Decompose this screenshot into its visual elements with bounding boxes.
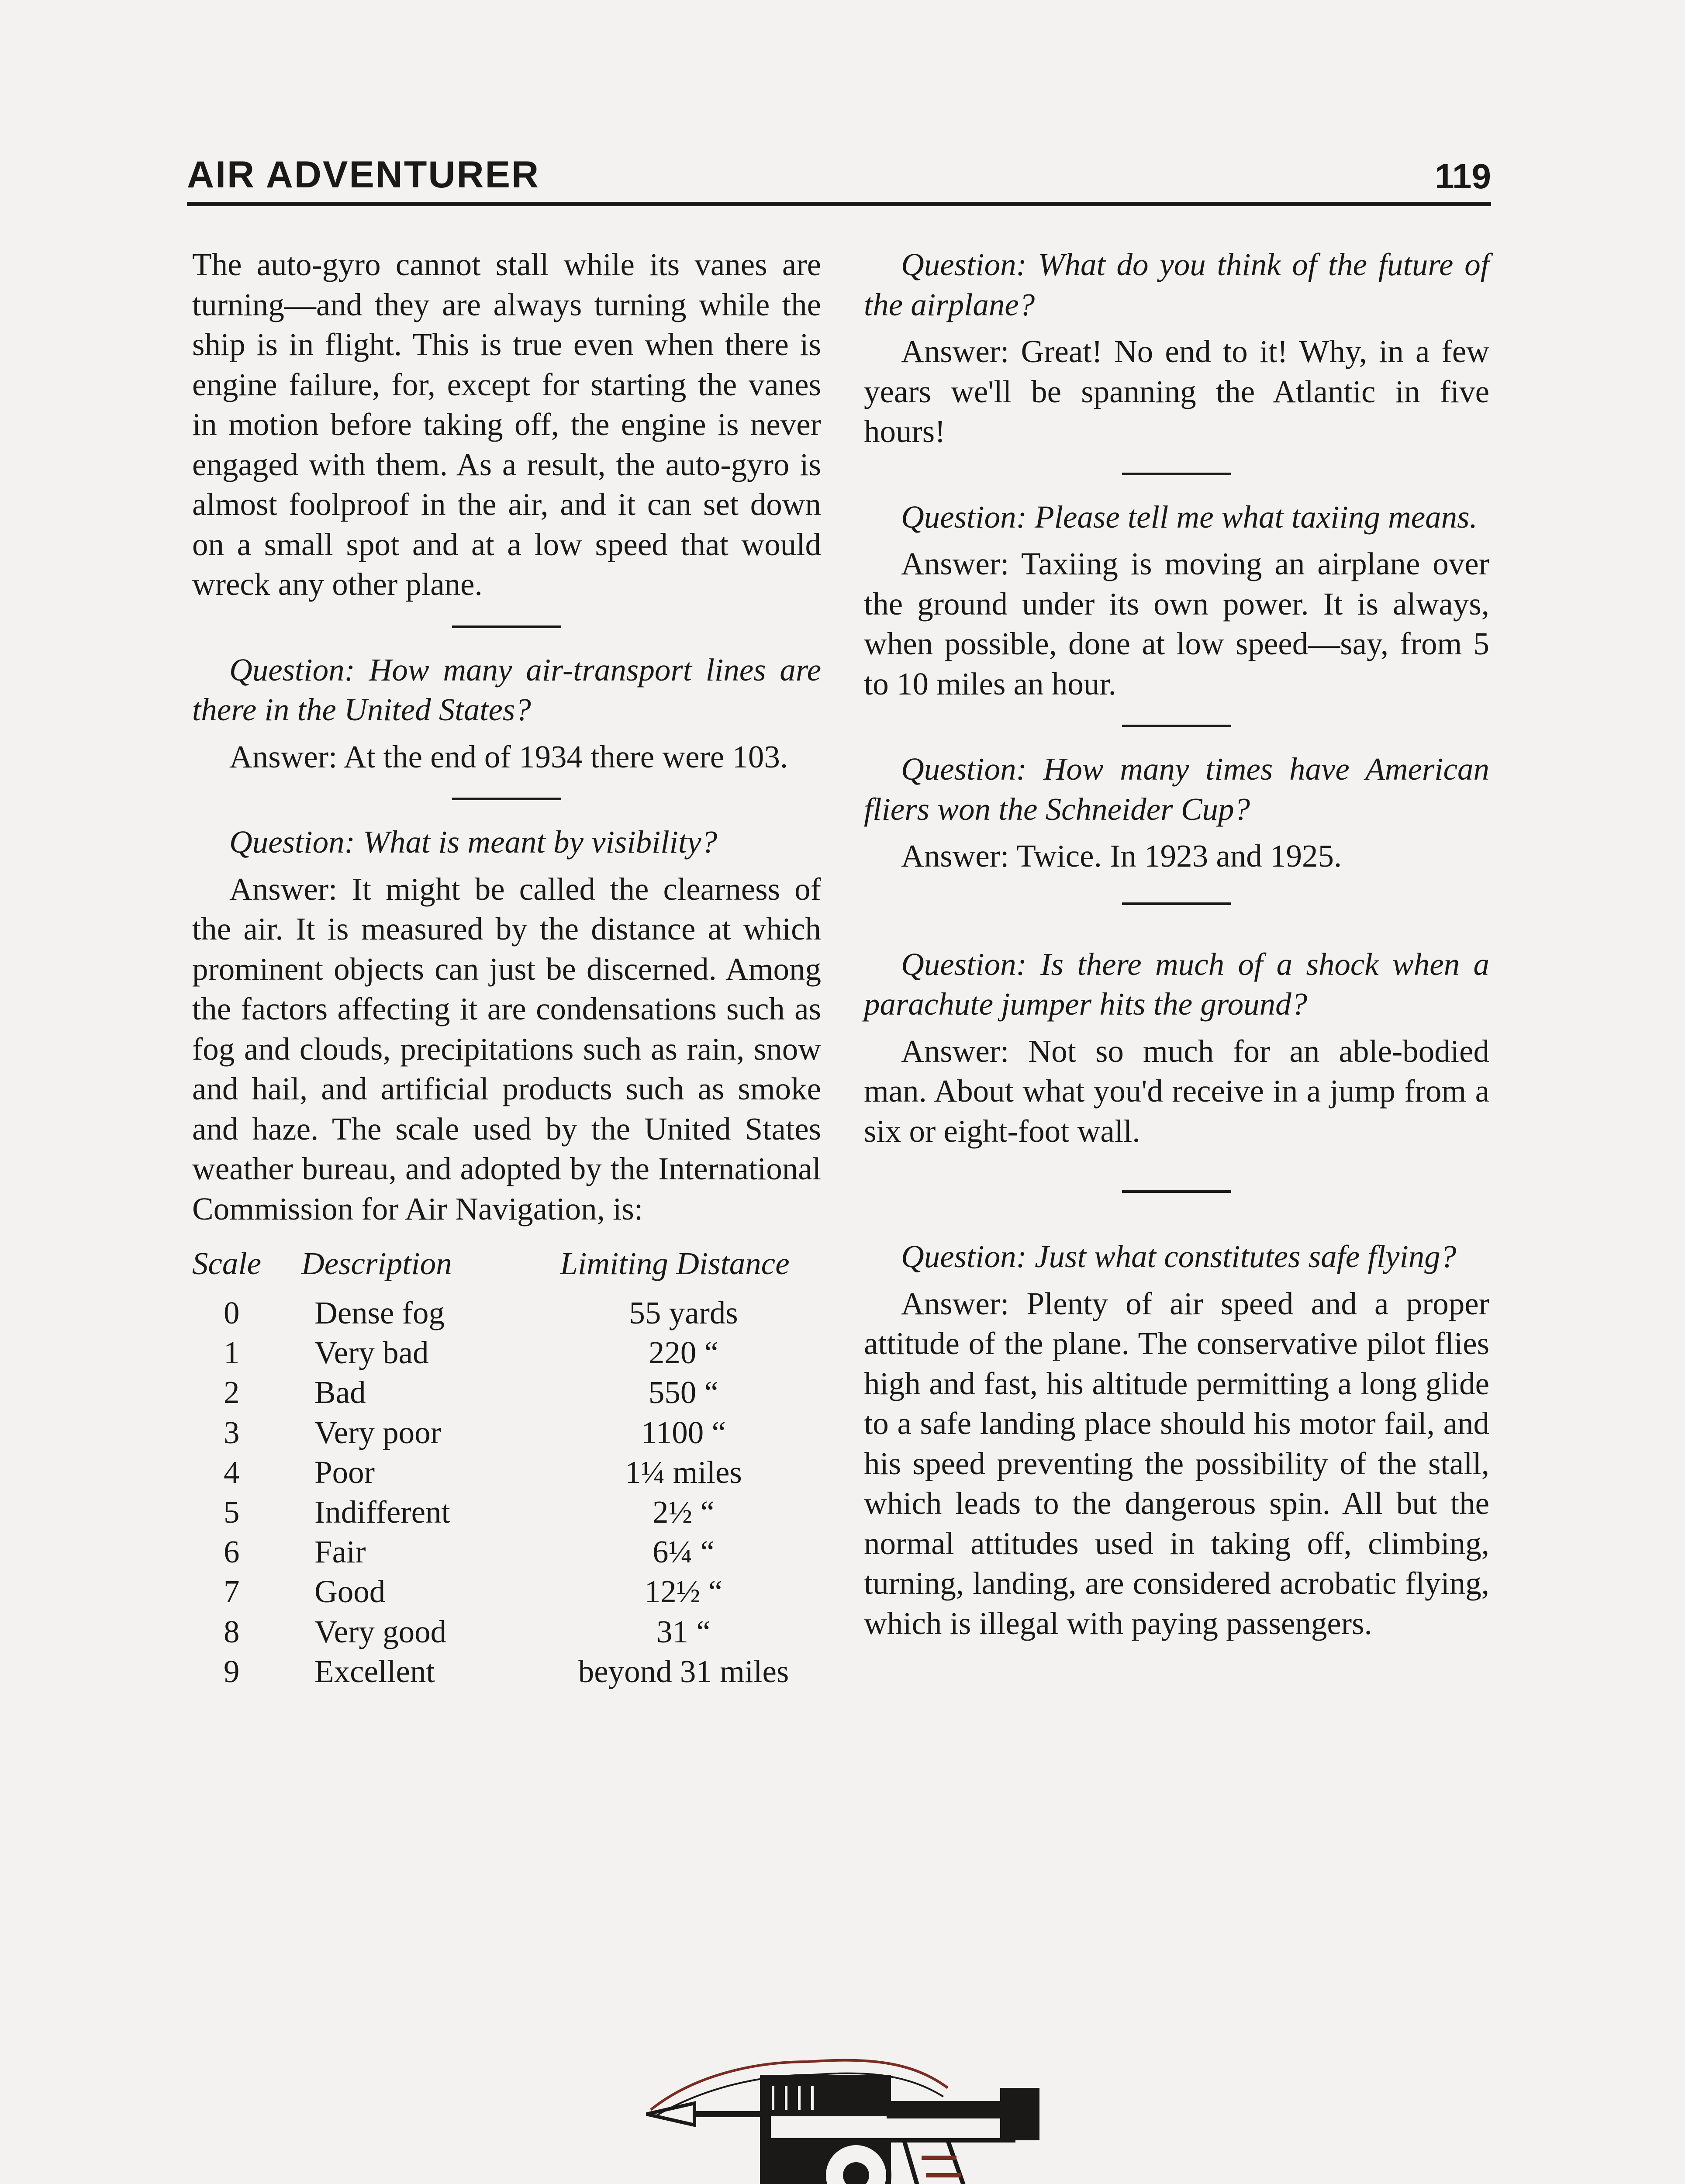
scale-cell: 5 — [224, 1494, 240, 1530]
distance-cell: 6¼ “ — [653, 1534, 715, 1570]
answer-paragraph: Answer: It might be called the clearness of the air. It is measured by the distance at which prominent objects can just be discerned. Among the factors affecting it are condensations such as fog and clouds, precipitations such as rain, snow and hail, and artificial products such as smoke and haze. The scale used by the United States weather bureau, and adopted by the International Commission for Air Navigation, is: — [192, 871, 821, 1227]
scale-cell: 2 — [224, 1375, 240, 1410]
distance-cell: 1100 “ — [641, 1414, 726, 1450]
table-row — [192, 1372, 821, 1412]
distance-cell: 550 “ — [648, 1375, 719, 1410]
table-row — [192, 1333, 821, 1372]
table-row — [192, 1612, 821, 1652]
scale-cell: 1 — [224, 1335, 240, 1371]
answer-paragraph: Answer: Not so much for an able-bodied man. About what you'd receive in a jump from a six or eight-foot wall. — [864, 1033, 1489, 1149]
description-cell: Poor — [314, 1454, 375, 1490]
answer-paragraph: Answer: Twice. In 1923 and 1925. — [901, 838, 1342, 874]
scale-cell: 3 — [224, 1414, 240, 1450]
distance-cell: beyond 31 miles — [578, 1653, 789, 1689]
question-paragraph: Question: Just what constitutes safe flying? — [901, 1239, 1457, 1274]
scale-cell: 7 — [224, 1574, 240, 1610]
answer-paragraph: Answer: Plenty of air speed and a proper attitude of the plane. The conservative pilot flies high and fast, his altitude permitting a long glide to a safe landing place should his motor fail, and his speed preventing the possibility of the stall, which leads to the dangerous spin. All but the normal attitudes used in taking off, climbing, turning, landing, are considered acrobatic flying, which is illegal with paying passengers. — [864, 1286, 1489, 1641]
answer-paragraph: Answer: Great! No end to it! Why, in a few years we'll be spanning the Atlantic in five hours! — [864, 334, 1489, 449]
table-row — [192, 1652, 821, 1691]
running-header — [187, 154, 1491, 202]
distance-cell: 1¼ miles — [625, 1454, 742, 1490]
left-column — [192, 245, 821, 1691]
question-paragraph: Question: How many times have American fliers won the Schneider Cup? — [864, 751, 1489, 827]
description-cell: Very good — [314, 1614, 447, 1649]
section-divider — [1122, 473, 1231, 475]
table-row — [192, 1413, 821, 1452]
distance-cell: 31 “ — [656, 1614, 711, 1649]
description-cell: Good — [314, 1574, 386, 1610]
description-cell: Indifferent — [314, 1494, 450, 1530]
question-paragraph: Question: Please tell me what taxiing means. — [901, 499, 1478, 535]
right-column — [864, 245, 1489, 1643]
visibility-scale-table — [192, 1244, 821, 1691]
section-divider — [452, 798, 561, 800]
column-header-scale: Scale — [192, 1246, 262, 1281]
description-cell: Very bad — [314, 1335, 429, 1371]
intro-paragraph: The auto-gyro cannot stall while its vanes are turning—and they are always turning while the ship is in flight. This is true even when there is engine failure, for, except for starting the vanes in motion before taking off, the engine is never engaged with them. As a result, the auto-gyro is almost foolproof in the air, and it can set down on a small spot and at a low speed that would wreck any other plane. — [192, 247, 821, 602]
machine-gun-icon — [642, 2009, 1053, 2184]
question-paragraph: Question: How many air-transport lines are there in the United States? — [192, 652, 821, 727]
table-row — [192, 1452, 821, 1492]
distance-cell: 2½ “ — [653, 1494, 715, 1530]
scale-cell: 4 — [224, 1454, 240, 1490]
header-rule — [187, 202, 1491, 206]
description-cell: Dense fog — [314, 1295, 445, 1330]
section-divider — [452, 625, 561, 628]
table-header-row — [192, 1244, 821, 1293]
table-row — [192, 1532, 821, 1572]
page-number: 119 — [1434, 157, 1491, 196]
distance-cell: 220 “ — [648, 1335, 719, 1371]
answer-paragraph: Answer: At the end of 1934 there were 103. — [229, 739, 788, 774]
description-cell: Very poor — [314, 1414, 441, 1450]
table-row — [192, 1572, 821, 1611]
column-header-distance: Limiting Distance — [560, 1246, 790, 1281]
question-paragraph: Question: Is there much of a shock when a parachute jumper hits the ground? — [864, 946, 1489, 1022]
section-divider — [1122, 902, 1231, 905]
question-paragraph: Question: What is meant by visibility? — [229, 824, 718, 860]
description-cell: Excellent — [314, 1653, 435, 1689]
section-divider — [1122, 1190, 1231, 1193]
question-paragraph: Question: What do you think of the future of the airplane? — [864, 247, 1489, 322]
scale-cell: 9 — [224, 1653, 240, 1689]
scale-cell: 0 — [224, 1295, 240, 1330]
description-cell: Fair — [314, 1534, 366, 1570]
scale-cell: 8 — [224, 1614, 240, 1649]
description-cell: Bad — [314, 1375, 366, 1410]
answer-paragraph: Answer: Taxiing is moving an airplane over the ground under its own power. It is always, when possible, done at low speed—say, from 5 to 10 miles an hour. — [864, 546, 1489, 702]
distance-cell: 12½ “ — [644, 1574, 723, 1610]
table-row — [192, 1492, 821, 1532]
column-header-description: Description — [301, 1246, 452, 1281]
section-divider — [1122, 725, 1231, 727]
publication-title: AIR ADVENTURER — [187, 154, 540, 196]
table-row — [192, 1293, 821, 1333]
distance-cell: 55 yards — [629, 1295, 738, 1330]
scale-cell: 6 — [224, 1534, 240, 1570]
